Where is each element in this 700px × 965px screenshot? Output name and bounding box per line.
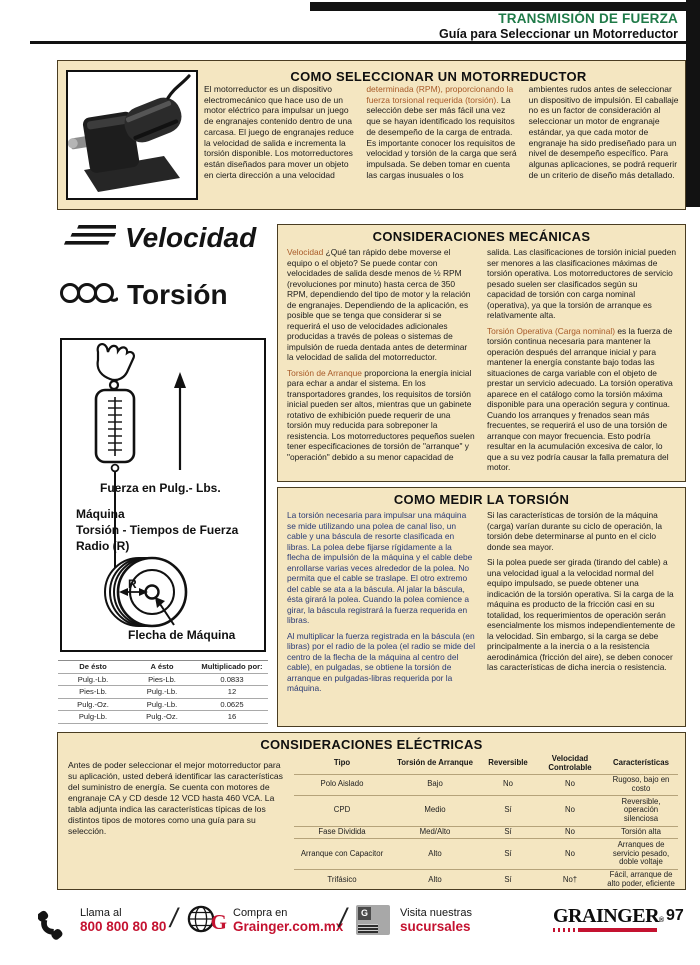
header-rule: [30, 41, 686, 44]
conversion-table: [58, 660, 268, 724]
registered-mark: ®: [659, 917, 665, 924]
table-cell: Pulg-Lb.: [58, 711, 128, 724]
table-cell: No: [536, 826, 604, 839]
pull-direction-arrow: [174, 372, 186, 470]
column-header: Multiplicado por:: [196, 661, 268, 674]
globe-g-letter: G: [210, 910, 227, 934]
shop-block: [233, 907, 343, 934]
table-cell: Fácil, arranque de alto poder, eficiente: [604, 869, 678, 890]
machine-label-2: Torsión - Tiempos de Fuerza: [76, 523, 239, 537]
mechanical-p1-rest: ¿Qué tan rápido debe moverse el equipo o el objeto? Se puede contar con velocidades de salida desde menos de ½ RPM (revoluciones por minuto) hasta cerca de 350 RPM, dependiendo del tipo de motor y la relación de engranajes. Dependiendo de la aplicación, es posible que se tenga que considerar si se requerirá el uso de velocidades adicionales producidas a través de poleas o sistemas de impulsión de rueda dentada antes de determinar la velocidad de salida del motorreductor.: [287, 247, 471, 362]
selector-col2-highlight: determinada (RPM), proporcionando la fuerza torsional requerida (torsión).: [366, 84, 514, 105]
table-cell: Arranques de servicio pesado, doble voltaje: [604, 839, 678, 869]
table-cell: Sí: [480, 826, 536, 839]
table-row: [294, 774, 678, 796]
mechanical-columns: [278, 247, 685, 478]
machine-label-1: Máquina: [76, 507, 125, 521]
store-counter-shape: [358, 924, 378, 933]
table-cell: Reversible, operación silenciosa: [604, 796, 678, 826]
table-cell: Rugoso, bajo en costo: [604, 774, 678, 796]
page-number: 97: [666, 907, 684, 924]
footer-separator: /: [170, 903, 178, 933]
brand-name: GRAINGER: [553, 905, 660, 927]
shop-url: Grainger.com.mx: [233, 919, 344, 934]
shop-label: Compra en: [233, 907, 288, 919]
mechanical-p2-rest: proporciona la energía inicial para echar a andar el sistema. En los transportadores grandes, los requisitos de torsión inicial pueden ser altos, mientras que un gabinete rotativo de exhibición puede requerir de una torsión muy reducida para sobreponer la resistencia. Los motorreductores pequeños suelen tener especificaciones de torsión de "arranque" y "operación" debido a su menor capacidad de: [287, 367, 475, 462]
electrical-intro: Antes de poder seleccionar el mejor motorreductor para su aplicación, usted deberá identificar las características del suministro de energía. Se cuenta con motores de engranaje CA y CD desde 12 VCD hasta 460 VCA. La tabla adjunta indica las características típicas de los distintos tipos de motores como una guía para su selección.: [68, 760, 283, 836]
globe-icon: [187, 905, 227, 937]
torque-diagram: [60, 338, 266, 652]
electrical-title: CONSIDERACIONES ELÉCTRICAS: [260, 737, 483, 752]
spring-scale: [96, 390, 134, 471]
logo-solid-bar: [579, 928, 657, 932]
table-cell: No: [536, 796, 604, 826]
electrical-section: [57, 732, 686, 890]
mechanical-p3: salida. Las clasificaciones de torsión inicial pueden ser menores a las clasificaciones máximas de torsión operativa. Los motorreductores de servicio pesado suelen ser clasificados según su capacidad de torsión con carga nominal (operativa), ya que la torsión de arranque es relativamente alta.: [487, 247, 677, 320]
table-cell: Pulg.-Lb.: [128, 698, 196, 711]
mechanical-section: [277, 224, 686, 482]
measuring-right-column: [487, 510, 676, 699]
page-footer: [0, 898, 700, 960]
mechanical-title: CONSIDERACIONES MECÁNICAS: [372, 229, 591, 244]
torque-heading: [58, 276, 228, 313]
table-cell: Fase Dividida: [294, 826, 390, 839]
force-label: Fuerza en Pulg.- Lbs.: [100, 481, 221, 495]
table-cell: Sí: [480, 796, 536, 826]
table-cell: Pulg.-Oz.: [58, 698, 128, 711]
table-cell: Pulg.-Lb.: [58, 673, 128, 686]
grainger-logo: [553, 905, 665, 932]
table-cell: Pies-Lb.: [58, 686, 128, 699]
page-header: [439, 11, 678, 41]
table-cell: CPD: [294, 796, 390, 826]
table-row: [294, 826, 678, 839]
radius-label: R: [128, 577, 137, 591]
section-category: TRANSMISIÓN DE FUERZA: [498, 11, 678, 26]
measuring-p1: La torsión necesaria para impulsar una máquina se mide utilizando una polea de canal liso, un cable y una báscula de resorte clasificada en libras. La polea debe fijarse rígidamente a la flecha de impulsión de la máquina y el cable debe enrollarse varias veces alrededor de la polea. No permita que el cable se traslape. El otro extremo del cable se ata a la báscula. Al jalar la báscula, ésta girará la polea. Cuando la polea comience a girar, la báscula registrará la fuerza requerida en libras.: [287, 510, 473, 625]
column-header: De ésto: [58, 661, 128, 674]
table-row: [58, 686, 268, 699]
column-header: Tipo: [333, 758, 351, 768]
table-row: [58, 698, 268, 711]
table-cell: Pulg.-Oz.: [128, 711, 196, 724]
torque-label: Torsión: [127, 278, 228, 310]
logo-tick-marks: [553, 928, 579, 932]
table-cell: Trifásico: [294, 869, 390, 890]
call-block: [80, 907, 166, 934]
column-header: Torsión de Arranque: [397, 758, 473, 768]
measuring-section: [277, 487, 686, 727]
conversion-table-wrap: [58, 660, 268, 724]
table-cell: 16: [196, 711, 268, 724]
speed-heading: [62, 222, 256, 254]
electrical-table-wrap: [294, 754, 678, 890]
table-row: [294, 869, 678, 890]
selector-col3: ambientes rudos antes de seleccionar un dispositivo de impulsión. El caballaje no es un factor de consideración al seleccionar un motor de engranaje estándar, ya que cada motor de engranaje ha sido prediseñado para un nivel de desempeño específico. Para algunas aplicaciones, se podrá requerir de un criterio de diseño más detallado.: [528, 84, 679, 180]
speed-lines-icon: [62, 222, 116, 254]
table-cell: No†: [536, 869, 604, 890]
visit-block: [400, 907, 472, 934]
table-cell: Torsión alta: [604, 826, 678, 839]
call-number: 800 800 80 80: [80, 919, 167, 934]
mechanical-right-column: [487, 247, 676, 478]
measuring-left-column: [287, 510, 476, 699]
mechanical-p4-rest: es la fuerza de torsión continua necesaria para mantener la operación después del arranque inicial y para mantener la energía constante bajo todas las situaciones de carga variable con el objeto de prestar un servicio adecuado. La torsión operativa aparece en el catálogo como la torsión máxima disponible para una operación segura y continua. Cuando los arranques y frenados sean más frecuentes, se requerirá el uso de una torsión de arranque con mayor frecuencia. Esto podría resultar en la acumulación excesiva de calor, lo que a su vez podría causar la falla prematura del motor.: [487, 325, 673, 472]
table-cell: 0.0625: [196, 698, 268, 711]
shaft-label: Flecha de Máquina: [128, 628, 236, 642]
table-cell: Polo Aislado: [294, 774, 390, 796]
table-cell: 12: [196, 686, 268, 699]
page-title: Guía para Seleccionar un Motorreductor: [439, 27, 678, 41]
mechanical-p1: [287, 247, 476, 363]
measuring-p2: Al multiplicar la fuerza registrada en la báscula (en libras) por el radio de la polea (el radio se mide del centro de la flecha de la máquina al centro del cable), en pulgadas, se obtiene la torsión de arranque en pulgadas-libras requerida por la máquina.: [287, 630, 476, 693]
table-cell: Arranque con Capacitor: [294, 839, 390, 869]
table-cell: Bajo: [390, 774, 480, 796]
table-row: [58, 711, 268, 724]
table-row: [294, 796, 678, 826]
speed-label: Velocidad: [125, 222, 257, 253]
selector-col2-rest: La selección debe ser más fácil una vez que se hayan identificado los requisitos de desempeño de la carga de entrada. Es importante conocer los requisitos de velocidad y torsión de la carga que será impulsada. Se deben tomar en cuenta las cargas inusuales o los: [366, 94, 517, 180]
mechanical-p2: [287, 368, 476, 463]
mechanical-left-column: [287, 247, 476, 478]
selector-col2: [366, 84, 516, 180]
mechanical-p2-lead: Torsión de Arranque: [287, 367, 362, 378]
call-label: Llama al: [80, 907, 122, 919]
mechanical-p4: [487, 326, 676, 473]
store-g-letter: G: [358, 907, 371, 920]
mechanical-p1-lead: Velocidad: [287, 247, 324, 257]
table-cell: Alto: [390, 869, 480, 890]
hand-icon: [98, 344, 134, 389]
table-cell: Sí: [480, 839, 536, 869]
logo-red-bar: [553, 928, 657, 932]
table-cell: Medio: [390, 796, 480, 826]
measuring-columns: [278, 510, 685, 699]
table-cell: Pulg.-Lb.: [128, 686, 196, 699]
torque-coil-icon: [58, 276, 118, 313]
table-row: [58, 673, 268, 686]
gearmotor-illustration: [68, 72, 196, 198]
table-cell: Med/Alto: [390, 826, 480, 839]
table-cell: No: [536, 774, 604, 796]
table-cell: Sí: [480, 869, 536, 890]
selector-col1: El motorreductor es un dispositivo electromecánico que hace uso de un motor eléctrico para impulsar un juego de engranajes contenido dentro de una carcasa. El juego de engranajes reduce la velocidad de salida e incrementa la torsión disponible. Los motorreductores están diseñados para mover un objeto en cierta dirección a una velocidad: [204, 84, 354, 180]
table-cell: 0.0833: [196, 673, 268, 686]
selector-columns: [204, 84, 679, 185]
column-header: A ésto: [128, 661, 196, 674]
column-header: Características: [613, 758, 669, 768]
store-icon: [356, 905, 390, 935]
visit-label: Visita nuestras: [400, 907, 472, 919]
top-black-bar: [310, 2, 686, 11]
column-header: Reversible: [488, 758, 528, 768]
selector-section: [57, 60, 686, 210]
visit-value: sucursales: [400, 919, 471, 934]
measuring-p4: Si la polea puede ser girada (tirando del cable) a una velocidad igual a la velocidad normal del equipo impulsado, se puede obtener una indicación de la torsión operativa. Si la carga de la máquina es producto de la fricción casi en su totalidad, los requerimientos de operación serán esencialmente los mismos independientemente de la velocidad. Sin embargo, si la carga se debe principalmente a la inercia o a la resistencia aerodinámica (fricción del aire), se deben conocer las características de dicha inercia o resistencia.: [487, 557, 676, 672]
motor-types-table: [294, 754, 678, 890]
mechanical-p4-lead: Torsión Operativa (Carga nominal): [487, 325, 616, 336]
table-cell: No: [536, 839, 604, 869]
gearmotor-photo: [66, 70, 198, 200]
selector-title: COMO SELECCIONAR UN MOTORREDUCTOR: [290, 69, 587, 84]
measuring-p3: Si las características de torsión de la máquina (carga) varían durante su ciclo de operación, la torsión debe determinarse al punto en el ciclo donde sea mayor.: [487, 510, 663, 552]
column-header: Velocidad Controlable: [548, 754, 592, 772]
table-cell: No: [480, 774, 536, 796]
table-row: [294, 839, 678, 869]
measuring-title: COMO MEDIR LA TORSIÓN: [393, 492, 570, 507]
table-cell: Alto: [390, 839, 480, 869]
page-edge-tab: [686, 0, 700, 207]
table-cell: Pies-Lb.: [128, 673, 196, 686]
phone-icon: [38, 904, 70, 945]
machine-label-3: Radio (R): [76, 539, 130, 553]
footer-separator: /: [339, 903, 347, 933]
